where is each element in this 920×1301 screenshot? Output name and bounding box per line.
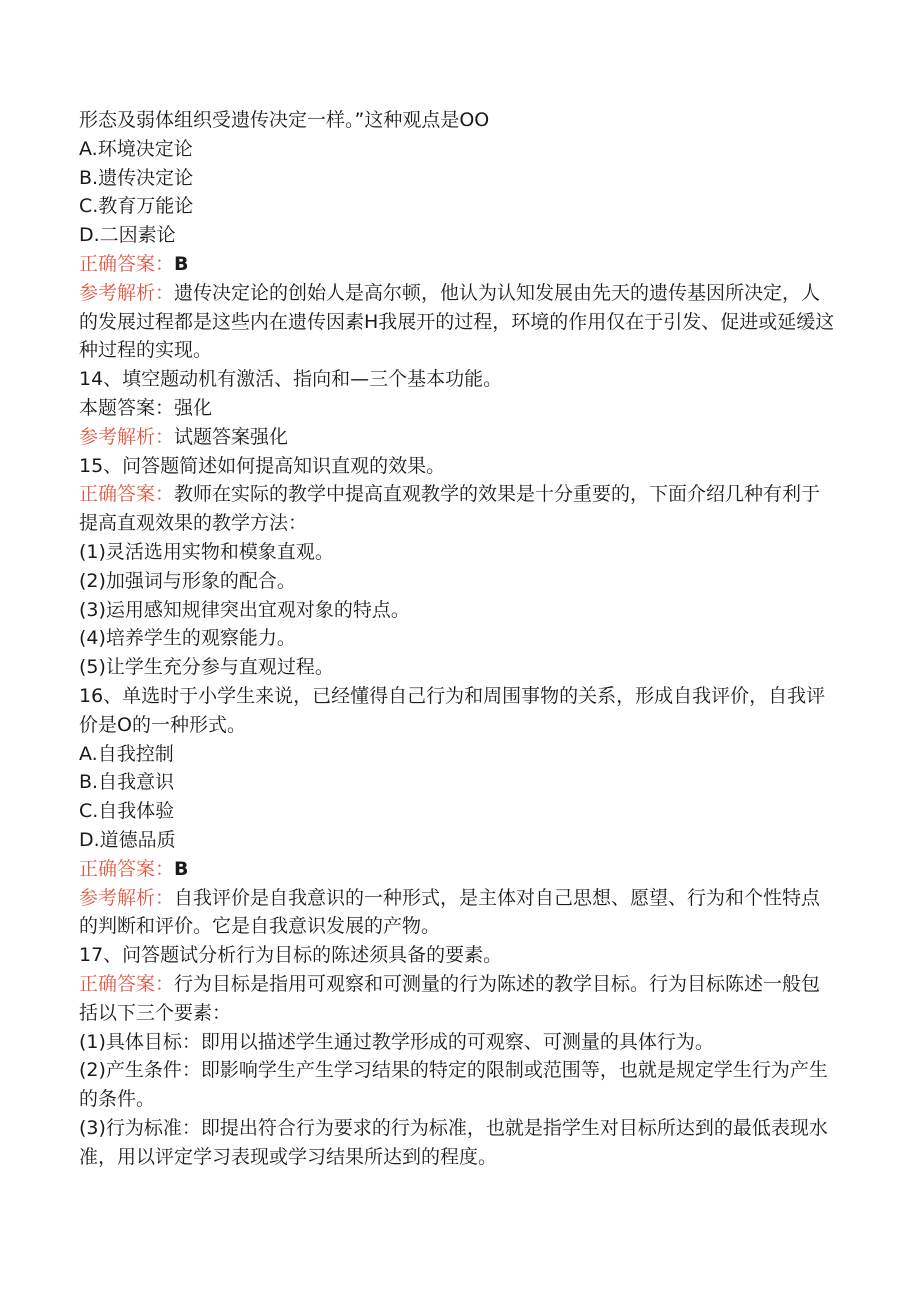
q17-point-3: (3)行为标准：即提出符合行为要求的行为标准，也就是指学生对目标所达到的最低表现水准，用以评定学习表现或学习结果所达到的程度。	[79, 1116, 828, 1168]
analysis-label: 参考解析：	[79, 425, 175, 448]
answer-label: 本题答案：	[79, 396, 175, 419]
answer-intro: 行为目标是指用可观察和可测量的行为陈述的教学目标。行为目标陈述一般包括以下三个要素：	[79, 972, 821, 1024]
analysis-text: 试题答案强化	[174, 425, 289, 448]
q15-point-1: (1)灵活选用实物和模象直观。	[79, 540, 334, 563]
q15-answer	[79, 480, 839, 538]
analysis-label: 参考解析：	[79, 886, 175, 909]
q13-option-a: A.环境决定论	[79, 137, 193, 160]
q16-stem: 16、单选时于小学生来说，已经懂得自己行为和周围事物的关系，形成自我评价，自我评价是O的一种形式。	[79, 684, 826, 736]
analysis-text: 遗传决定论的创始人是高尔顿，他认为认知发展由先天的遗传基因所决定，人的发展过程都是这些内在遗传因素H我展开的过程，环境的作用仅在于引发、促进或延缓这种过程的实现。	[79, 281, 835, 362]
document-page	[79, 106, 839, 1171]
q16-option-d: D.道德品质	[79, 828, 176, 851]
q17-point-1: (1)具体目标：即用以描述学生通过教学形成的可观察、可测量的具体行为。	[79, 1030, 714, 1053]
q17-answer	[79, 970, 839, 1028]
answer-label: 正确答案：	[79, 252, 175, 275]
q13-option-c: C.教育万能论	[79, 195, 194, 218]
q14-analysis	[79, 423, 839, 452]
q15-stem: 15、问答题简述如何提高知识直观的效果。	[79, 454, 446, 477]
answer-intro: 教师在实际的教学中提高直观教学的效果是十分重要的，下面介绍几种有利于提高直观效果的教学方法：	[79, 483, 821, 535]
answer-label: 正确答案：	[79, 972, 175, 995]
q15-point-2: (2)加强词与形象的配合。	[79, 569, 296, 592]
q15-point-3: (3)运用感知规律突出宜观对象的特点。	[79, 598, 410, 621]
q16-option-b: B.自我意识	[79, 771, 175, 794]
q17-stem: 17、问答题试分析行为目标的陈述须具备的要素。	[79, 944, 503, 967]
answer-label: 正确答案：	[79, 857, 175, 880]
q13-analysis	[79, 279, 839, 365]
q13-option-d: D.二因素论	[79, 224, 176, 247]
q16-option-a: A.自我控制	[79, 742, 174, 765]
q16-answer	[79, 855, 839, 884]
answer-value: B	[174, 857, 189, 880]
q14-stem: 14、填空题动机有激活、指向和—三个基本功能。	[79, 368, 503, 391]
analysis-text: 自我评价是自我意识的一种形式，是主体对自己思想、愿望、行为和个性特点的判断和评价。它是自我意识发展的产物。	[79, 886, 821, 938]
answer-label: 正确答案：	[79, 483, 175, 506]
q13-answer	[79, 250, 839, 279]
q17-point-2: (2)产生条件：即影响学生产生学习结果的特定的限制或范围等，也就是规定学生行为产生的条件。	[79, 1059, 828, 1111]
analysis-label: 参考解析：	[79, 281, 175, 304]
q14-answer	[79, 394, 839, 423]
q13-option-b: B.遗传决定论	[79, 166, 194, 189]
q16-analysis	[79, 884, 839, 942]
answer-value: B	[174, 252, 189, 275]
q15-point-4: (4)培养学生的观察能力。	[79, 627, 296, 650]
answer-value: 强化	[174, 396, 213, 419]
q16-option-c: C.自我体验	[79, 800, 175, 823]
q15-point-5: (5)让学生充分参与直观过程。	[79, 656, 334, 679]
q13-stem-tail: 形态及弱体组织受遗传决定一样。”这种观点是OO	[79, 109, 490, 131]
